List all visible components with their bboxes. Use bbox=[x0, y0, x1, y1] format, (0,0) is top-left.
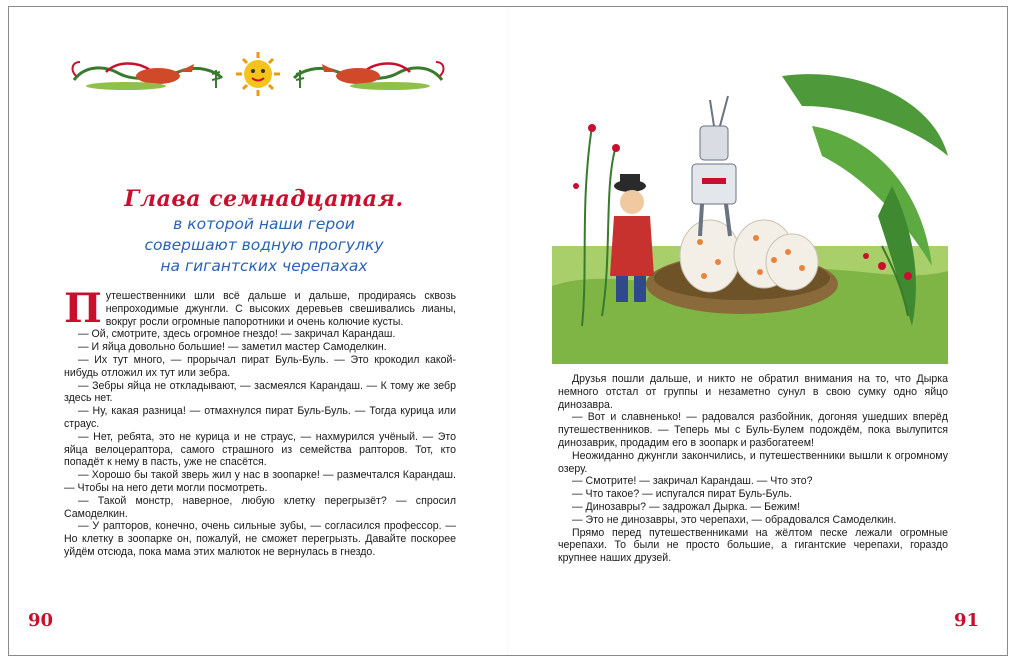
paragraph: — Это не динозавры, это черепахи, — обрадовался Самоделкин. bbox=[572, 513, 897, 526]
paragraph: — Ой, смотрите, здесь огромное гнездо! — закричал Карандаш. bbox=[78, 328, 396, 341]
paragraph: — Динозавры? — задрожал Дырка. — Бежим! bbox=[572, 500, 801, 513]
sun-icon bbox=[236, 52, 280, 96]
paragraph: — Хорошо бы такой зверь жил у нас в зоопарке! — размечтался Карандаш. — Чтобы на него дети могли посмотреть. bbox=[64, 469, 456, 494]
page-number-right: 91 bbox=[954, 610, 980, 631]
paragraph: — Вот и славненько! — радовался разбойник, догоняя ушедших вперёд путешественников. — Теперь мы с Буль-Булем подождём, пока вылупится динозаврик, продадим его в зоопарк и разбогатеем! bbox=[558, 411, 948, 449]
paragraph: Путешественники шли всё дальше и дальше, продираясь сквозь непроходимые джунгли. С высоких деревьев свешивались лианы, вокруг росли огромные папоротники и очень колючие кусты. bbox=[64, 285, 456, 332]
illustration-nest-with-eggs bbox=[552, 66, 948, 364]
chapter-subtitle-line: в которой наши герои bbox=[173, 215, 355, 233]
paragraph: — Смотрите! — закричал Карандаш. — Что это? bbox=[572, 475, 813, 488]
paragraph: — Нет, ребята, это не курица и не страус, — нахмурился учёный. — Это яйца велоцераптора, самого страшного из семейства рапторов. Тот, кто попадёт к нему в пасть, уже не спасётся. bbox=[64, 430, 456, 469]
right-page-text bbox=[558, 373, 948, 565]
chapter-subtitle-line: совершают водную прогулку bbox=[144, 236, 384, 254]
paragraph: — Их тут много, — прорычал пират Буль-Буль. — Это крокодил какой-нибудь отложил их тут или зебра. bbox=[64, 353, 456, 379]
paragraph: Прямо перед путешественниками на жёлтом песке лежали огромные черепахи. То были не просто большие, а гигантские черепахи, гораздо крупнее наших друзей. bbox=[558, 526, 948, 565]
paragraph: Неожиданно джунгли закончились, и путешественники вышли к огромному озеру. bbox=[558, 449, 948, 475]
left-page-text bbox=[64, 285, 456, 559]
header-ornament bbox=[66, 50, 450, 98]
drop-cap: П bbox=[64, 285, 102, 332]
paragraph: — У рапторов, конечно, очень сильные зубы, — согласился профессор. — Но клетку в зоопарке он, пожалуй, не сможет перегрызть. Давайте поскорее уйдём отсюда, пока мама этих малюток не вернулась в гнездо. bbox=[64, 520, 456, 558]
paragraph: — Что такое? — испугался пират Буль-Буль. bbox=[572, 488, 793, 501]
paragraph: — И яйца довольно большие! — заметил мастер Самоделкин. bbox=[78, 341, 387, 354]
ornament-left-dinosaur bbox=[73, 62, 222, 90]
chapter-subtitle bbox=[70, 214, 458, 277]
ornament-right-dinosaur bbox=[294, 62, 443, 90]
chapter-title: Глава семнадцатая. bbox=[124, 186, 404, 212]
page-gutter bbox=[507, 7, 508, 655]
paragraph: — Ну, какая разница! — отмахнулся пират Буль-Буль. — Тогда курица или страус. bbox=[64, 405, 456, 430]
paragraph: — Такой монстр, наверное, любую клетку перегрызёт? — спросил Самоделкин. bbox=[64, 494, 456, 520]
paragraph: — Зебры яйца не откладывают, — засмеялся Карандаш. — К тому же зебр здесь нет. bbox=[64, 379, 456, 405]
page-number-left: 90 bbox=[28, 610, 54, 631]
paragraph: Друзья пошли дальше, и никто не обратил внимания на то, что Дырка немного отстал от группы и незаметно сунул в свою сумку одно яйцо динозавра. bbox=[558, 373, 948, 411]
chapter-subtitle-line: на гигантских черепахах bbox=[160, 257, 368, 275]
robot-icon bbox=[692, 96, 736, 236]
